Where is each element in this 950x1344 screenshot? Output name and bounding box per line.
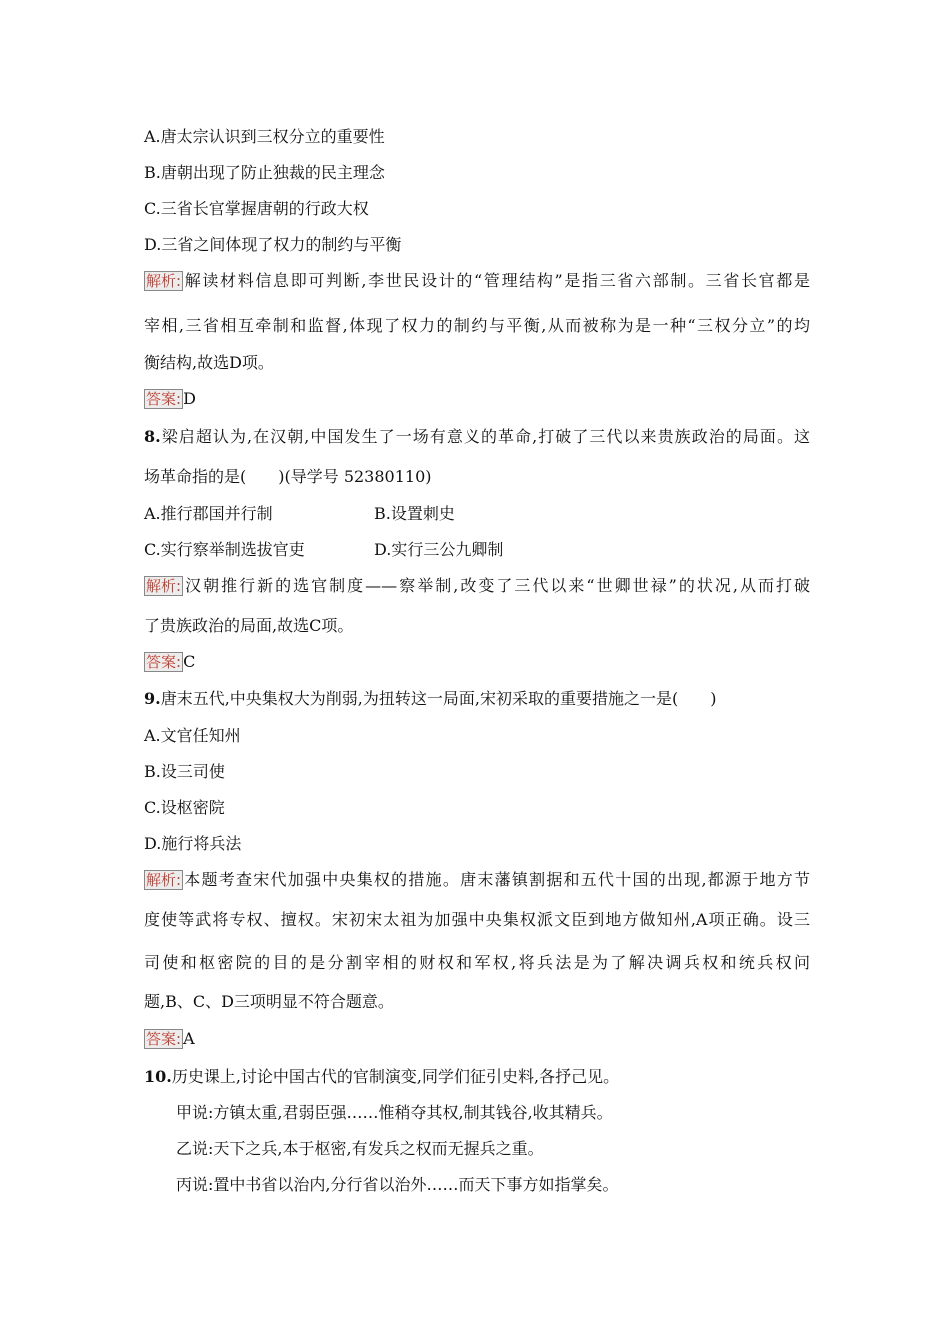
q9-option-a: A.文官任知州 — [144, 726, 241, 745]
q8-option-b: B.设置刺史 — [374, 504, 455, 523]
question-number: 8. — [144, 427, 161, 446]
q9-option-c: C.设枢密院 — [144, 798, 225, 817]
q7-analysis-line: 宰相,三省相互牵制和监督,体现了权力的制约与平衡,从而被称为是一种“三权分立”的均 — [144, 316, 810, 335]
question-number: 9. — [144, 689, 161, 708]
answer-label: 答案: — [146, 1030, 182, 1048]
q7-option-c: C.三省长官掌握唐朝的行政大权 — [144, 199, 369, 218]
q10-stem: 10.历史课上,讨论中国古代的官制演变,同学们征引史料,各抒己见。 — [144, 1067, 620, 1086]
q10-quote-yi: 乙说:天下之兵,本于枢密,有发兵之权而无握兵之重。 — [176, 1139, 544, 1158]
q10-quote-jia: 甲说:方镇太重,君弱臣强……惟稍夺其权,制其钱谷,收其精兵。 — [176, 1103, 613, 1122]
q7-option-b: B.唐朝出现了防止独裁的民主理念 — [144, 163, 385, 182]
q7-option-a: A.唐太宗认识到三权分立的重要性 — [144, 127, 385, 146]
q8-option-d: D.实行三公九卿制 — [374, 540, 504, 559]
q9-analysis-line: 司使和枢密院的目的是分割宰相的财权和军权,将兵法是为了解决调兵权和统兵权问 — [144, 953, 810, 972]
q8-options-row — [144, 540, 810, 560]
q8-option-c: C.实行察举制选拔官吏 — [144, 540, 305, 559]
q9-analysis-line: 解析: 本题考查宋代加强中央集权的措施。唐末藩镇割据和五代十国的出现,都源于地方节 — [146, 870, 810, 889]
q8-options-row — [144, 504, 810, 524]
q7-option-d: D.三省之间体现了权力的制约与平衡 — [144, 235, 402, 254]
q9-answer — [144, 1029, 810, 1049]
q9-analysis-line: 题,B、C、D三项明显不符合题意。 — [144, 992, 394, 1011]
q8-answer — [144, 652, 810, 672]
q7-analysis-line: 衡结构,故选D项。 — [144, 353, 274, 372]
answer-value: A — [183, 1029, 195, 1048]
answer-label: 答案: — [146, 653, 182, 671]
q7-analysis-line: 解析: 解读材料信息即可判断,李世民设计的“管理结构”是指三省六部制。三省长官都是 — [146, 271, 810, 290]
q8-analysis-line: 了贵族政治的局面,故选C项。 — [144, 616, 354, 635]
q9-stem: 9.唐末五代,中央集权大为削弱,为扭转这一局面,宋初采取的重要措施之一是( ) — [144, 689, 717, 708]
q8-analysis-line: 解析: 汉朝推行新的选官制度——察举制,改变了三代以来“世卿世禄”的状况,从而打破 — [146, 576, 810, 595]
answer-label: 答案: — [146, 390, 182, 408]
analysis-label: 解析: — [146, 577, 182, 595]
q8-stem-line: 场革命指的是( )(导学号 52380110) — [144, 467, 432, 486]
q9-analysis-line: 度使等武将专权、擅权。宋初宋太祖为加强中央集权派文臣到地方做知州,A项正确。设三 — [144, 910, 810, 929]
q10-quote-bing: 丙说:置中书省以治内,分行省以治外……而天下事方如指掌矣。 — [176, 1175, 619, 1194]
answer-value: C — [183, 652, 196, 671]
analysis-label: 解析: — [146, 272, 182, 290]
q8-stem: 8.梁启超认为,在汉朝,中国发生了一场有意义的革命,打破了三代以来贵族政治的局面。这 — [144, 427, 810, 446]
q8-option-a: A.推行郡国并行制 — [144, 504, 273, 523]
q7-answer — [144, 389, 810, 409]
q9-option-d: D.施行将兵法 — [144, 834, 242, 853]
q9-option-b: B.设三司使 — [144, 762, 225, 781]
answer-value: D — [183, 389, 196, 408]
question-number: 10. — [144, 1067, 172, 1086]
analysis-label: 解析: — [146, 871, 182, 889]
